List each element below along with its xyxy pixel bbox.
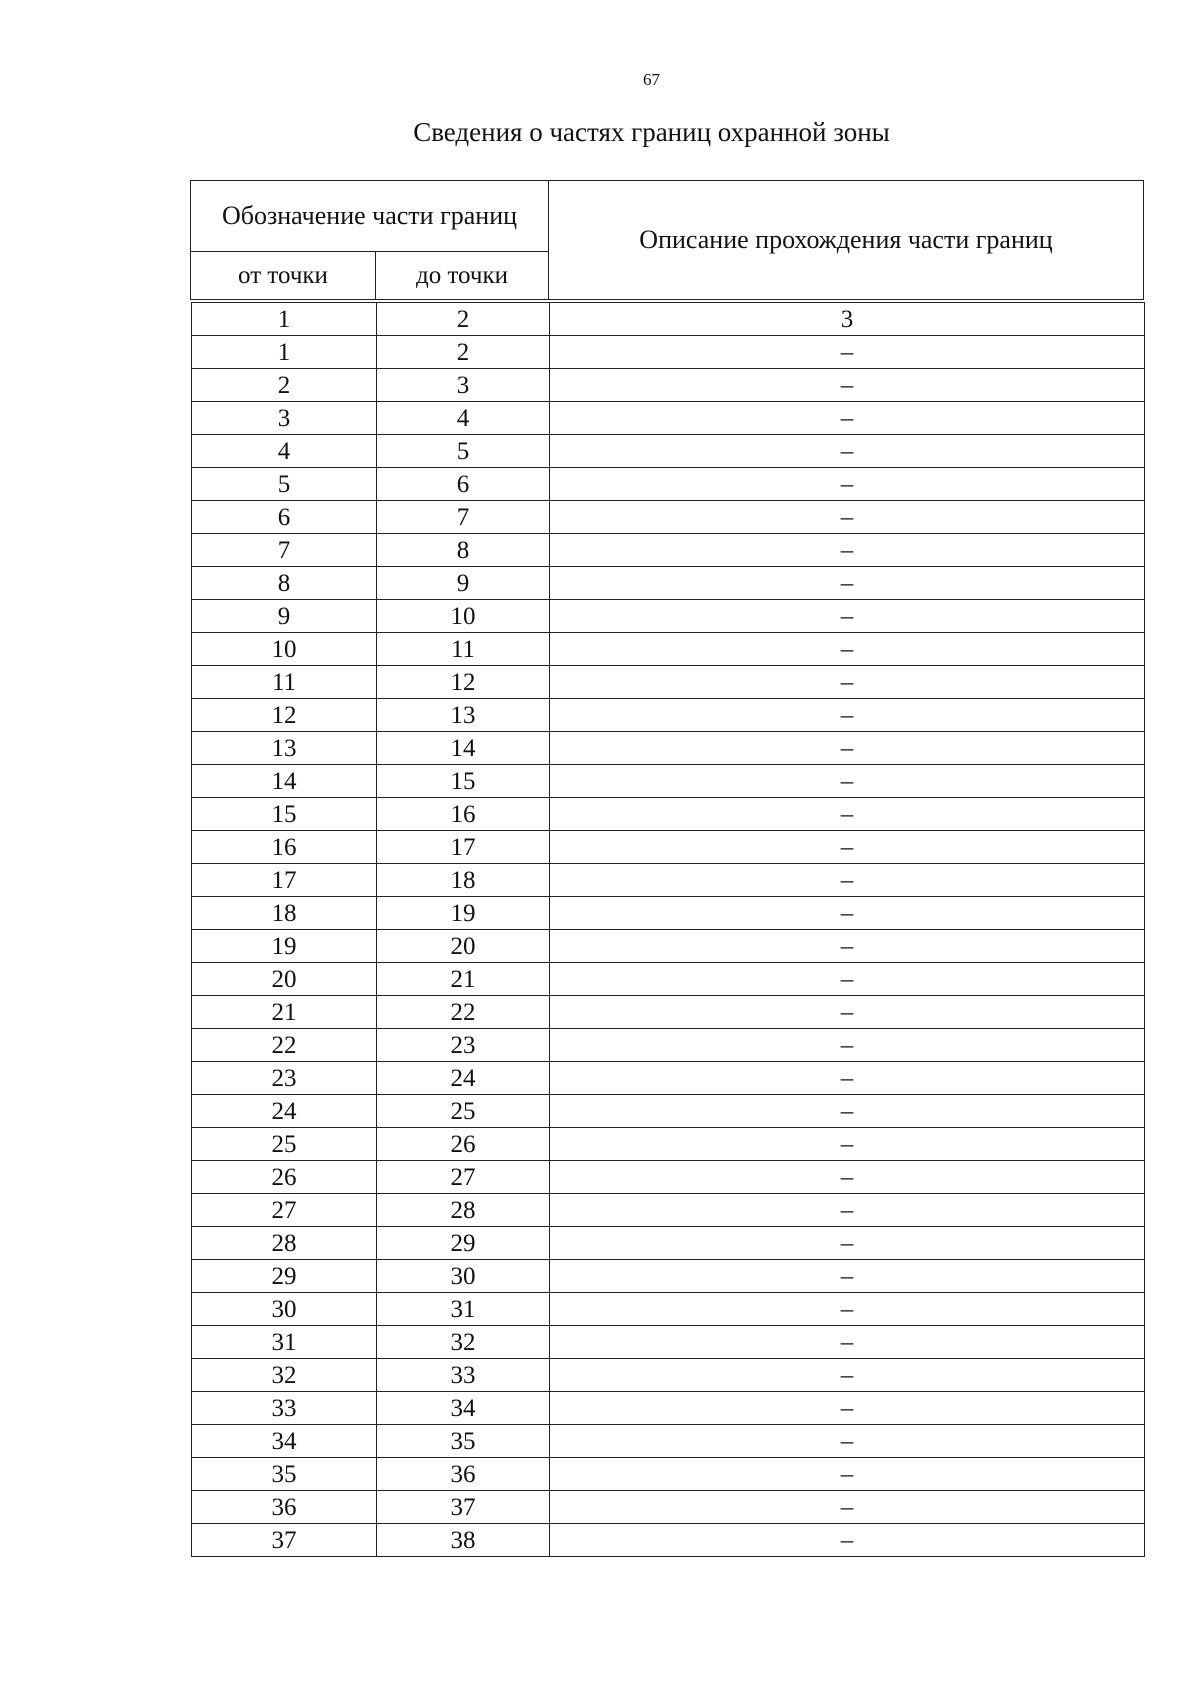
cell-to-point: 17 <box>377 831 550 864</box>
cell-to-point: 18 <box>377 864 550 897</box>
cell-to-point: 30 <box>377 1260 550 1293</box>
cell-description: – <box>550 435 1145 468</box>
cell-description: – <box>550 534 1145 567</box>
cell-from-point: 10 <box>192 633 377 666</box>
cell-from-point: 11 <box>192 666 377 699</box>
cell-description: – <box>550 831 1145 864</box>
cell-from-point: 3 <box>192 402 377 435</box>
cell-to-point: 25 <box>377 1095 550 1128</box>
cell-to-point: 27 <box>377 1161 550 1194</box>
table-row <box>192 303 1145 336</box>
cell-to-point: 21 <box>377 963 550 996</box>
table-row <box>192 1029 1145 1062</box>
table-row <box>192 1293 1145 1326</box>
cell-from-point: 9 <box>192 600 377 633</box>
cell-to-point: 37 <box>377 1491 550 1524</box>
cell-description: – <box>550 336 1145 369</box>
cell-description: – <box>550 1293 1145 1326</box>
cell-from-point: 18 <box>192 897 377 930</box>
cell-description: – <box>550 1326 1145 1359</box>
cell-to-point: 38 <box>377 1524 550 1557</box>
cell-from-point: 31 <box>192 1326 377 1359</box>
cell-from-point: 22 <box>192 1029 377 1062</box>
cell-to-point: 24 <box>377 1062 550 1095</box>
cell-to-point: 20 <box>377 930 550 963</box>
table-row <box>192 1062 1145 1095</box>
cell-from-point: 20 <box>192 963 377 996</box>
table-row <box>192 864 1145 897</box>
cell-from-point: 17 <box>192 864 377 897</box>
cell-description: – <box>550 699 1145 732</box>
table-row <box>192 336 1145 369</box>
table-row <box>192 963 1145 996</box>
table-row <box>192 1359 1145 1392</box>
cell-to-point: 28 <box>377 1194 550 1227</box>
cell-description: – <box>550 369 1145 402</box>
table-row <box>192 633 1145 666</box>
cell-description: – <box>550 1227 1145 1260</box>
table-row <box>192 1326 1145 1359</box>
document-title: Сведения о частях границ охранной зоны <box>413 117 890 147</box>
cell-from-point: 2 <box>192 369 377 402</box>
cell-from-point: 5 <box>192 468 377 501</box>
table-row <box>192 369 1145 402</box>
header-from-cell: от точки <box>191 252 376 300</box>
table-row <box>192 1194 1145 1227</box>
cell-from-point: 27 <box>192 1194 377 1227</box>
cell-to-point: 2 <box>377 336 550 369</box>
cell-description: – <box>550 633 1145 666</box>
cell-to-point: 32 <box>377 1326 550 1359</box>
cell-description: – <box>550 501 1145 534</box>
table-row <box>192 1458 1145 1491</box>
cell-to-point: 34 <box>377 1392 550 1425</box>
table-row <box>192 1524 1145 1557</box>
cell-from-point: 19 <box>192 930 377 963</box>
header-group-cell: Обозначение части границ <box>191 181 549 252</box>
cell-description: – <box>550 996 1145 1029</box>
table-row <box>192 468 1145 501</box>
cell-to-point: 36 <box>377 1458 550 1491</box>
cell-description: – <box>550 732 1145 765</box>
table-row <box>192 534 1145 567</box>
cell-description: – <box>550 1095 1145 1128</box>
cell-to-point: 15 <box>377 765 550 798</box>
table-row <box>192 831 1145 864</box>
cell-to-point: 7 <box>377 501 550 534</box>
cell-to-point: 5 <box>377 435 550 468</box>
table-row <box>192 666 1145 699</box>
cell-to-point: 4 <box>377 402 550 435</box>
table-row <box>192 1227 1145 1260</box>
cell-to-point: 16 <box>377 798 550 831</box>
cell-from-point: 1 <box>192 336 377 369</box>
cell-to-point: 2 <box>377 303 550 336</box>
table-row <box>192 1128 1145 1161</box>
cell-to-point: 29 <box>377 1227 550 1260</box>
table-row <box>192 1392 1145 1425</box>
cell-to-point: 12 <box>377 666 550 699</box>
cell-to-point: 23 <box>377 1029 550 1062</box>
cell-to-point: 35 <box>377 1425 550 1458</box>
table-row <box>192 765 1145 798</box>
cell-from-point: 34 <box>192 1425 377 1458</box>
cell-description: – <box>550 1359 1145 1392</box>
cell-to-point: 14 <box>377 732 550 765</box>
table-row <box>192 996 1145 1029</box>
cell-description: 3 <box>550 303 1145 336</box>
header-to-cell: до точки <box>376 252 549 300</box>
table-row <box>192 1425 1145 1458</box>
table-row <box>192 501 1145 534</box>
cell-description: – <box>550 468 1145 501</box>
cell-from-point: 25 <box>192 1128 377 1161</box>
cell-from-point: 35 <box>192 1458 377 1491</box>
table-row <box>192 1161 1145 1194</box>
table-row <box>192 1491 1145 1524</box>
table-row <box>192 897 1145 930</box>
cell-description: – <box>550 1524 1145 1557</box>
cell-description: – <box>550 600 1145 633</box>
cell-from-point: 7 <box>192 534 377 567</box>
table-row <box>192 732 1145 765</box>
cell-description: – <box>550 765 1145 798</box>
cell-to-point: 9 <box>377 567 550 600</box>
cell-from-point: 6 <box>192 501 377 534</box>
cell-description: – <box>550 1128 1145 1161</box>
cell-description: – <box>550 897 1145 930</box>
cell-to-point: 22 <box>377 996 550 1029</box>
cell-description: – <box>550 567 1145 600</box>
cell-to-point: 3 <box>377 369 550 402</box>
table-row <box>192 1260 1145 1293</box>
cell-to-point: 19 <box>377 897 550 930</box>
boundary-table <box>191 302 1145 1557</box>
cell-from-point: 12 <box>192 699 377 732</box>
table-row <box>192 402 1145 435</box>
cell-description: – <box>550 402 1145 435</box>
cell-description: – <box>550 1260 1145 1293</box>
cell-from-point: 4 <box>192 435 377 468</box>
table-row <box>192 1095 1145 1128</box>
cell-from-point: 14 <box>192 765 377 798</box>
cell-description: – <box>550 1491 1145 1524</box>
cell-to-point: 33 <box>377 1359 550 1392</box>
cell-description: – <box>550 1161 1145 1194</box>
cell-description: – <box>550 963 1145 996</box>
cell-description: – <box>550 1062 1145 1095</box>
cell-from-point: 37 <box>192 1524 377 1557</box>
cell-to-point: 26 <box>377 1128 550 1161</box>
cell-description: – <box>550 1425 1145 1458</box>
cell-description: – <box>550 1458 1145 1491</box>
cell-from-point: 28 <box>192 1227 377 1260</box>
cell-from-point: 26 <box>192 1161 377 1194</box>
cell-description: – <box>550 798 1145 831</box>
cell-from-point: 16 <box>192 831 377 864</box>
cell-from-point: 33 <box>192 1392 377 1425</box>
cell-to-point: 13 <box>377 699 550 732</box>
table-row <box>192 930 1145 963</box>
cell-from-point: 1 <box>192 303 377 336</box>
table-header <box>190 180 1144 300</box>
cell-to-point: 10 <box>377 600 550 633</box>
cell-from-point: 8 <box>192 567 377 600</box>
cell-description: – <box>550 930 1145 963</box>
table-row <box>192 567 1145 600</box>
table-row <box>192 435 1145 468</box>
table-row <box>192 600 1145 633</box>
cell-description: – <box>550 864 1145 897</box>
cell-from-point: 30 <box>192 1293 377 1326</box>
cell-description: – <box>550 666 1145 699</box>
cell-to-point: 6 <box>377 468 550 501</box>
header-description-cell: Описание прохождения части границ <box>549 181 1144 300</box>
cell-from-point: 13 <box>192 732 377 765</box>
cell-from-point: 23 <box>192 1062 377 1095</box>
cell-from-point: 32 <box>192 1359 377 1392</box>
cell-description: – <box>550 1194 1145 1227</box>
table-row <box>192 699 1145 732</box>
cell-from-point: 24 <box>192 1095 377 1128</box>
cell-to-point: 31 <box>377 1293 550 1326</box>
cell-description: – <box>550 1029 1145 1062</box>
cell-to-point: 8 <box>377 534 550 567</box>
cell-from-point: 15 <box>192 798 377 831</box>
page-number: 67 <box>643 70 660 89</box>
cell-from-point: 36 <box>192 1491 377 1524</box>
cell-from-point: 29 <box>192 1260 377 1293</box>
cell-from-point: 21 <box>192 996 377 1029</box>
table-row <box>192 798 1145 831</box>
cell-description: – <box>550 1392 1145 1425</box>
cell-to-point: 11 <box>377 633 550 666</box>
